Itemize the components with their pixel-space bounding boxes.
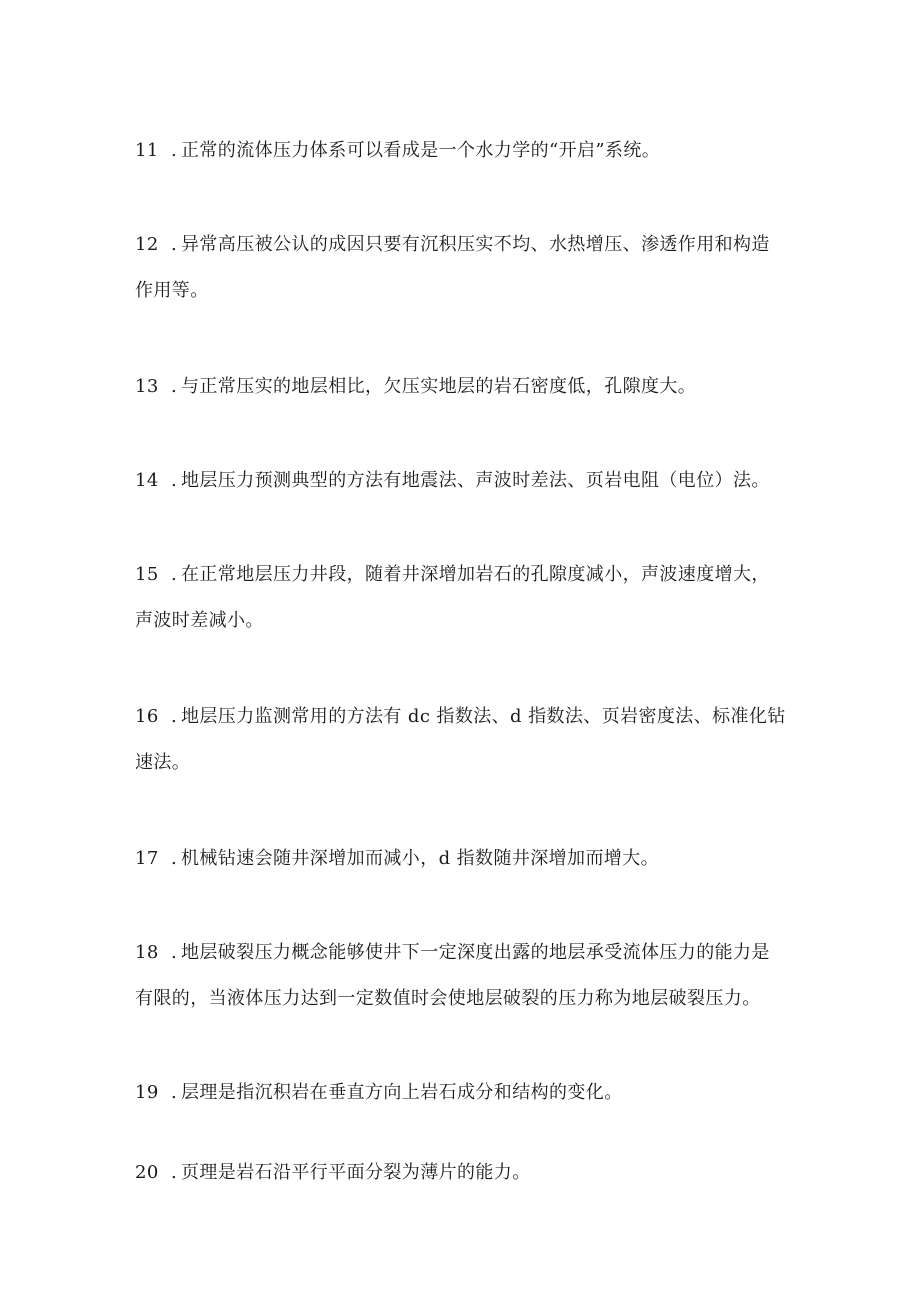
item-line-2: 速法。 <box>135 752 191 773</box>
item-text: 在正常地层压力井段，随着井深增加岩石的孔隙度减小，声波速度增大， <box>181 564 770 585</box>
item-line-2: 有限的，当液体压力达到一定数值时会使地层破裂的压力称为地层破裂压力。 <box>135 988 761 1009</box>
item-line-2: 作用等。 <box>135 280 209 301</box>
list-item-13 <box>135 364 795 410</box>
item-line-1 <box>135 836 795 882</box>
item-dot: . <box>171 376 178 397</box>
item-text: 页理是岩石沿平行平面分裂为薄片的能力。 <box>181 1162 531 1183</box>
item-number: 18 <box>135 942 159 963</box>
item-text: 机械钻速会随井深增加而减小，d 指数随井深增加而增大。 <box>181 848 660 869</box>
list-item-19 <box>135 1070 795 1116</box>
item-line-1 <box>135 694 795 740</box>
item-number: 15 <box>135 564 159 585</box>
item-text: 正常的流体压力体系可以看成是一个水力学的“开启”系统。 <box>181 140 661 161</box>
item-dot: . <box>171 1162 178 1183</box>
item-text: 地层压力预测典型的方法有地震法、声波时差法、页岩电阻（电位）法。 <box>181 470 770 491</box>
item-line-1 <box>135 222 795 268</box>
item-line-1 <box>135 1070 795 1116</box>
item-number: 11 <box>135 140 159 161</box>
item-dot: . <box>171 848 178 869</box>
item-number: 19 <box>135 1082 159 1103</box>
item-dot: . <box>171 706 178 727</box>
list-item-17 <box>135 836 795 882</box>
item-number: 16 <box>135 706 159 727</box>
list-item-15 <box>135 552 795 644</box>
item-line-1 <box>135 930 795 976</box>
list-item-20 <box>135 1150 795 1196</box>
item-dot: . <box>171 234 178 255</box>
item-line-1 <box>135 1150 795 1196</box>
item-dot: . <box>171 470 178 491</box>
item-number: 20 <box>135 1162 159 1183</box>
item-text: 与正常压实的地层相比，欠压实地层的岩石密度低，孔隙度大。 <box>181 376 697 397</box>
item-text: 层理是指沉积岩在垂直方向上岩石成分和结构的变化。 <box>181 1082 623 1103</box>
item-text: 地层破裂压力概念能够使井下一定深度出露的地层承受流体压力的能力是 <box>181 942 770 963</box>
item-number: 14 <box>135 470 159 491</box>
item-number: 12 <box>135 234 159 255</box>
list-item-18 <box>135 930 795 1022</box>
item-dot: . <box>171 564 178 585</box>
list-item-12 <box>135 222 795 314</box>
list-item-16 <box>135 694 795 786</box>
item-dot: . <box>171 1082 178 1103</box>
list-item-14 <box>135 458 795 504</box>
item-number: 13 <box>135 376 159 397</box>
item-number: 17 <box>135 848 159 869</box>
item-line-1 <box>135 128 795 174</box>
item-text: 地层压力监测常用的方法有 dc 指数法、d 指数法、页岩密度法、标准化钻 <box>181 706 786 727</box>
item-line-1 <box>135 552 795 598</box>
item-dot: . <box>171 140 178 161</box>
item-line-1 <box>135 458 795 504</box>
item-line-2: 声波时差减小。 <box>135 610 264 631</box>
item-dot: . <box>171 942 178 963</box>
item-text: 异常高压被公认的成因只要有沉积压实不均、水热增压、渗透作用和构造 <box>181 234 770 255</box>
item-line-1 <box>135 364 795 410</box>
list-item-11 <box>135 128 795 174</box>
